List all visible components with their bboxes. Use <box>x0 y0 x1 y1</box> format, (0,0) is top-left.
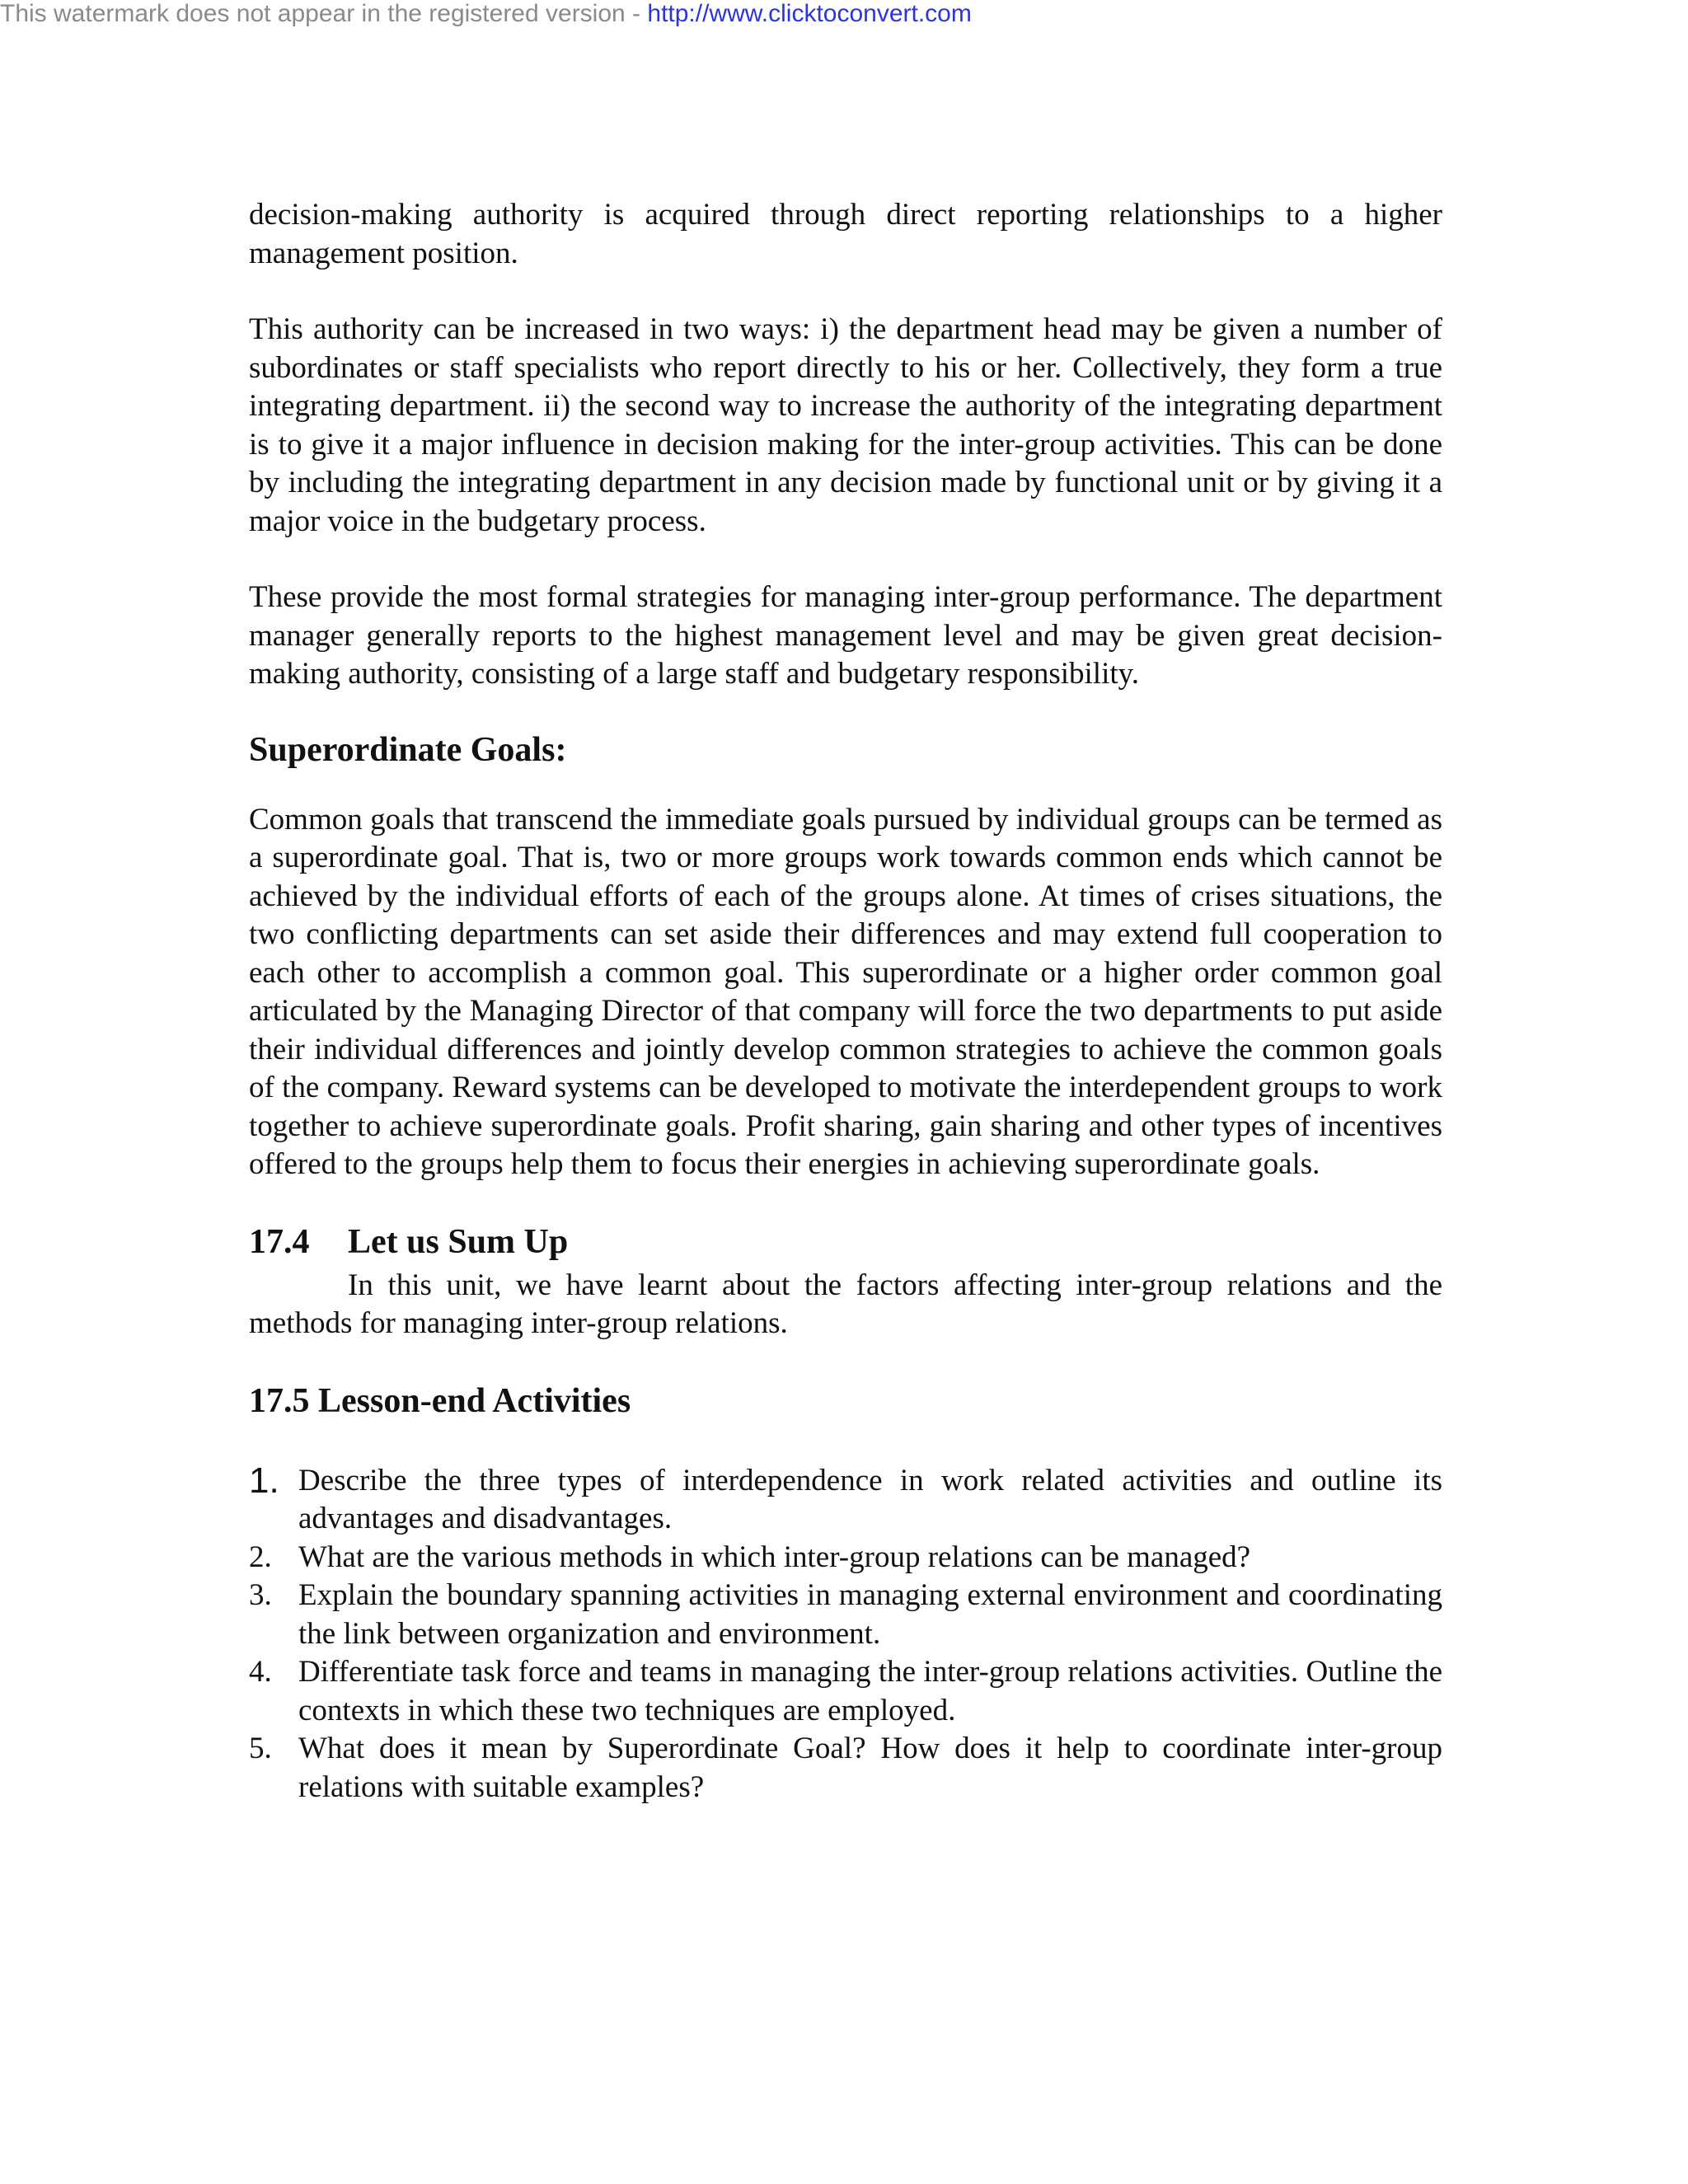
list-item-number: 5. <box>249 1732 272 1765</box>
watermark-link[interactable]: http://www.clicktoconvert.com <box>647 0 972 27</box>
list-item-text: Explain the boundary spanning activities in managing external environment and coordinating the link between organization and environment. <box>298 1578 1442 1651</box>
list-item <box>249 1577 1442 1653</box>
list-item <box>249 1539 1442 1577</box>
heading-lesson-end-activities: 17.5 Lesson-end Activities <box>249 1381 631 1420</box>
list-item <box>249 1730 1442 1807</box>
paragraph-authority-increase: This authority can be increased in two ways: i) the department head may be given a number of subordinates or staff specialists who report directly to his or her. Collectively, they form a true integrating department. ii) the second way to increase the authority of the integrating department is to give it a major influence in decision making for the inter-group activities. This can be done by including the integrating department in any decision made by functional unit or by giving it a major voice in the budgetary process. <box>249 312 1442 538</box>
paragraph-superordinate-goals: Common goals that transcend the immediate goals pursued by individual groups can be termed as a superordinate goal. That is, two or more groups work towards common ends which cannot be achieved by the individual efforts of each of the groups alone. At times of crises situations, the two conflicting departments can set aside their differences and may extend full cooperation to each other to accomplish a common goal. This superordinate or a higher order common goal articulated by the Managing Director of that company will force the two departments to put aside their individual differences and jointly develop common strategies to achieve the common goals of the company. Reward systems can be developed to motivate the interdependent groups to work together to achieve superordinate goals. Profit sharing, gain sharing and other types of incentives offered to the groups help them to focus their energies in achieving superordinate goals. <box>249 802 1442 1181</box>
heading-sum-up <box>249 1217 1442 1267</box>
activities-list <box>249 1462 1442 1807</box>
heading-superordinate-goals: Superordinate Goals: <box>249 730 567 769</box>
list-item-number: 2. <box>249 1540 272 1574</box>
list-item-text: What does it mean by Superordinate Goal? How does it help to coordinate inter-group relations with suitable examples? <box>298 1732 1442 1804</box>
list-item <box>249 1462 1442 1539</box>
list-item-text: Describe the three types of interdependence in work related activities and outline its advantages and disadvantages. <box>298 1463 1442 1535</box>
list-item-number: 3. <box>249 1578 272 1612</box>
list-item-number: 4. <box>249 1655 272 1689</box>
watermark-text: This watermark does not appear in the registered version - <box>0 0 648 27</box>
paragraph-authority-intro: decision-making authority is acquired through direct reporting relationships to a higher management position. <box>249 198 1442 270</box>
list-item-text: What are the various methods in which inter-group relations can be managed? <box>298 1540 1251 1574</box>
watermark-notice <box>0 0 972 28</box>
paragraph-sum-up: In this unit, we have learnt about the factors affecting inter-group relations and the methods for managing inter-group relations. <box>249 1268 1442 1340</box>
page-content <box>249 196 1442 1807</box>
list-item-text: Differentiate task force and teams in managing the inter-group relations activities. Outline the contexts in which these two techniques are employed. <box>298 1655 1442 1727</box>
paragraph-formal-strategies: These provide the most formal strategies for managing inter-group performance. The department manager generally reports to the highest management level and may be given great decision-making authority, consisting of a large staff and budgetary responsibility. <box>249 580 1442 691</box>
section-title: Let us Sum Up <box>348 1222 569 1261</box>
list-item <box>249 1653 1442 1730</box>
list-item-number: 1. <box>249 1460 279 1501</box>
section-number: 17.4 <box>249 1222 310 1261</box>
